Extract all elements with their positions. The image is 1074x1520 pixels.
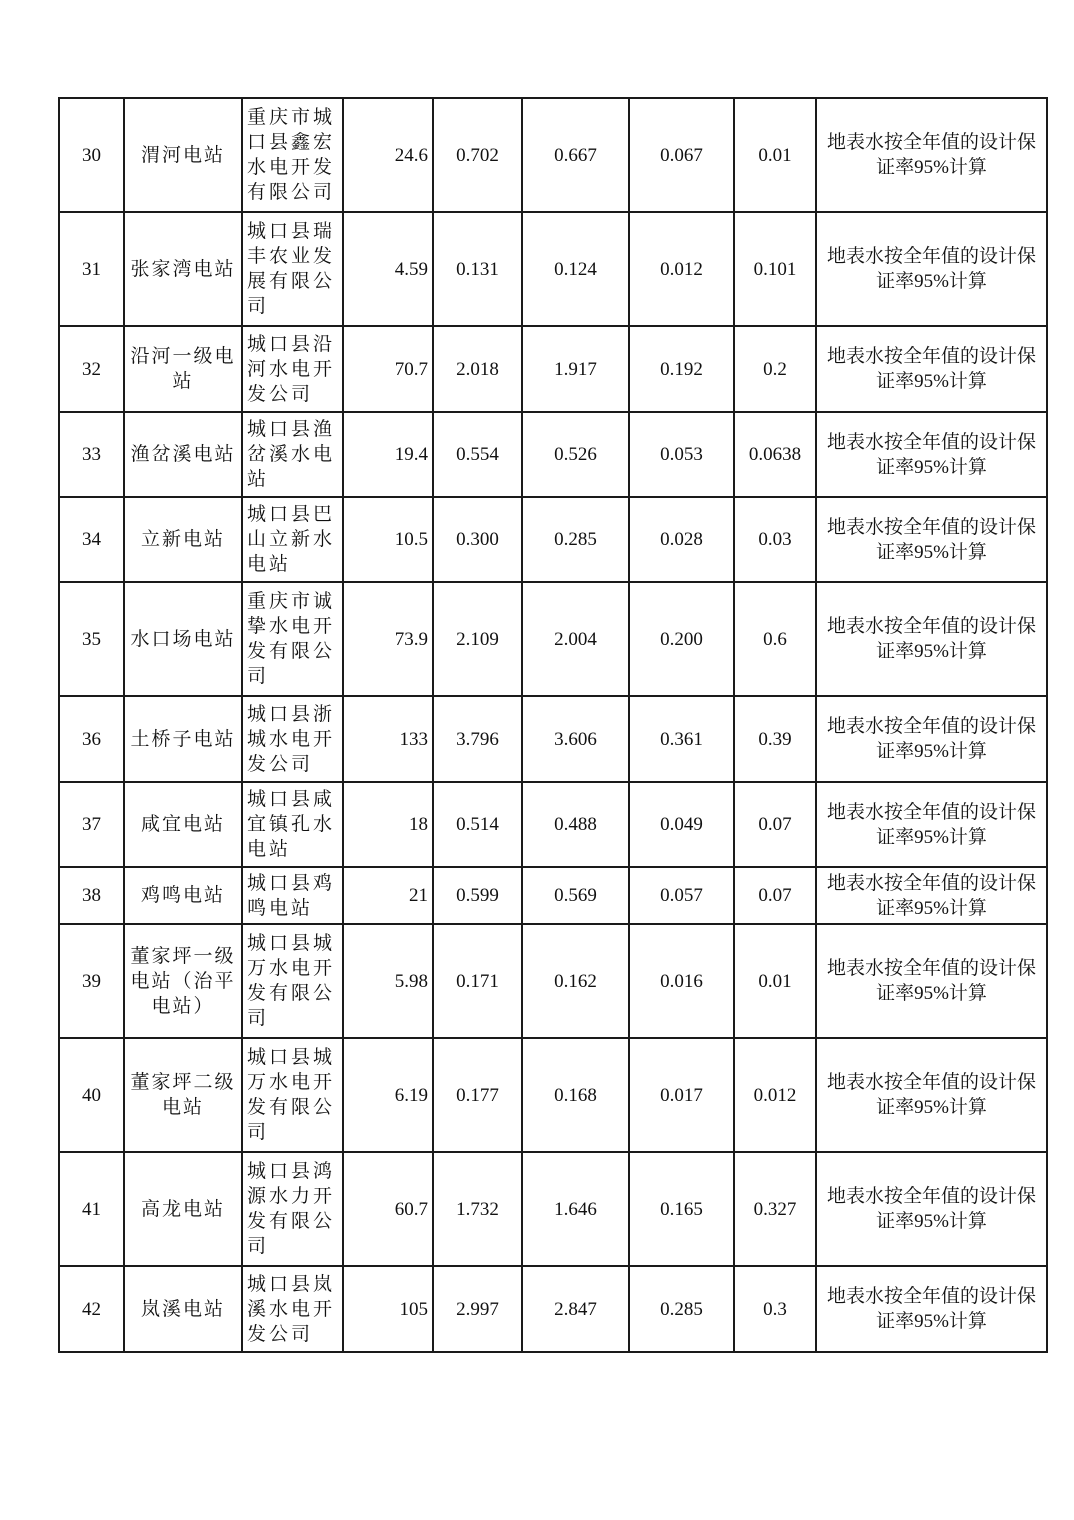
- row-number: 30: [59, 98, 124, 212]
- row-number: 36: [59, 696, 124, 782]
- table-body: [59, 98, 1047, 1352]
- remark: 地表水按全年值的设计保证率95%计算: [816, 98, 1047, 212]
- value-4: 0.012: [734, 1038, 816, 1152]
- value-4: 0.03: [734, 497, 816, 582]
- value-1: 0.514: [433, 782, 522, 867]
- value-2: 0.526: [522, 412, 629, 497]
- station-name: 立新电站: [124, 497, 242, 582]
- capacity-value: 70.7: [343, 326, 433, 412]
- capacity-value: 4.59: [343, 212, 433, 326]
- value-2: 1.646: [522, 1152, 629, 1266]
- value-3: 0.200: [629, 582, 734, 696]
- value-3: 0.067: [629, 98, 734, 212]
- value-1: 0.131: [433, 212, 522, 326]
- value-2: 0.285: [522, 497, 629, 582]
- station-name: 渭河电站: [124, 98, 242, 212]
- owner-company: 城口县沿河水电开发公司: [242, 326, 343, 412]
- table-row: [59, 867, 1047, 924]
- value-3: 0.053: [629, 412, 734, 497]
- capacity-value: 133: [343, 696, 433, 782]
- value-2: 2.004: [522, 582, 629, 696]
- value-2: 0.124: [522, 212, 629, 326]
- value-4: 0.07: [734, 782, 816, 867]
- owner-company: 城口县岚溪水电开发公司: [242, 1266, 343, 1352]
- remark: 地表水按全年值的设计保证率95%计算: [816, 696, 1047, 782]
- remark: 地表水按全年值的设计保证率95%计算: [816, 1038, 1047, 1152]
- row-number: 35: [59, 582, 124, 696]
- capacity-value: 60.7: [343, 1152, 433, 1266]
- value-3: 0.049: [629, 782, 734, 867]
- value-4: 0.327: [734, 1152, 816, 1266]
- value-4: 0.3: [734, 1266, 816, 1352]
- value-2: 0.569: [522, 867, 629, 924]
- owner-company: 城口县巴山立新水电站: [242, 497, 343, 582]
- table-row: [59, 582, 1047, 696]
- value-4: 0.0638: [734, 412, 816, 497]
- value-4: 0.101: [734, 212, 816, 326]
- value-2: 2.847: [522, 1266, 629, 1352]
- station-name: 张家湾电站: [124, 212, 242, 326]
- value-3: 0.165: [629, 1152, 734, 1266]
- row-number: 41: [59, 1152, 124, 1266]
- remark: 地表水按全年值的设计保证率95%计算: [816, 412, 1047, 497]
- owner-company: 城口县浙城水电开发公司: [242, 696, 343, 782]
- value-2: 1.917: [522, 326, 629, 412]
- value-2: 3.606: [522, 696, 629, 782]
- station-name: 渔岔溪电站: [124, 412, 242, 497]
- remark: 地表水按全年值的设计保证率95%计算: [816, 867, 1047, 924]
- row-number: 34: [59, 497, 124, 582]
- value-3: 0.192: [629, 326, 734, 412]
- table-row: [59, 497, 1047, 582]
- value-4: 0.2: [734, 326, 816, 412]
- owner-company: 城口县鸿源水力开发有限公司: [242, 1152, 343, 1266]
- row-number: 38: [59, 867, 124, 924]
- station-name: 沿河一级电站: [124, 326, 242, 412]
- value-3: 0.016: [629, 924, 734, 1038]
- value-3: 0.285: [629, 1266, 734, 1352]
- table-row: [59, 1266, 1047, 1352]
- table-row: [59, 98, 1047, 212]
- value-2: 0.488: [522, 782, 629, 867]
- value-3: 0.057: [629, 867, 734, 924]
- table-row: [59, 326, 1047, 412]
- row-number: 39: [59, 924, 124, 1038]
- station-name: 咸宜电站: [124, 782, 242, 867]
- value-4: 0.39: [734, 696, 816, 782]
- value-3: 0.361: [629, 696, 734, 782]
- table-row: [59, 696, 1047, 782]
- table-row: [59, 1038, 1047, 1152]
- remark: 地表水按全年值的设计保证率95%计算: [816, 924, 1047, 1038]
- row-number: 42: [59, 1266, 124, 1352]
- remark: 地表水按全年值的设计保证率95%计算: [816, 1266, 1047, 1352]
- owner-company: 城口县鸡鸣电站: [242, 867, 343, 924]
- remark: 地表水按全年值的设计保证率95%计算: [816, 497, 1047, 582]
- value-3: 0.028: [629, 497, 734, 582]
- row-number: 40: [59, 1038, 124, 1152]
- value-1: 2.997: [433, 1266, 522, 1352]
- value-1: 3.796: [433, 696, 522, 782]
- owner-company: 城口县城万水电开发有限公司: [242, 924, 343, 1038]
- value-2: 0.162: [522, 924, 629, 1038]
- owner-company: 城口县渔岔溪水电站: [242, 412, 343, 497]
- capacity-value: 73.9: [343, 582, 433, 696]
- owner-company: 城口县咸宜镇孔水电站: [242, 782, 343, 867]
- owner-company: 重庆市城口县鑫宏水电开发有限公司: [242, 98, 343, 212]
- capacity-value: 5.98: [343, 924, 433, 1038]
- remark: 地表水按全年值的设计保证率95%计算: [816, 582, 1047, 696]
- value-4: 0.01: [734, 924, 816, 1038]
- value-2: 0.168: [522, 1038, 629, 1152]
- station-name: 岚溪电站: [124, 1266, 242, 1352]
- value-3: 0.012: [629, 212, 734, 326]
- station-name: 鸡鸣电站: [124, 867, 242, 924]
- remark: 地表水按全年值的设计保证率95%计算: [816, 326, 1047, 412]
- owner-company: 重庆市诚挚水电开发有限公司: [242, 582, 343, 696]
- table-row: [59, 1152, 1047, 1266]
- value-1: 0.171: [433, 924, 522, 1038]
- remark: 地表水按全年值的设计保证率95%计算: [816, 1152, 1047, 1266]
- value-1: 0.599: [433, 867, 522, 924]
- table-row: [59, 924, 1047, 1038]
- station-name: 高龙电站: [124, 1152, 242, 1266]
- value-3: 0.017: [629, 1038, 734, 1152]
- remark: 地表水按全年值的设计保证率95%计算: [816, 782, 1047, 867]
- row-number: 37: [59, 782, 124, 867]
- row-number: 32: [59, 326, 124, 412]
- capacity-value: 19.4: [343, 412, 433, 497]
- value-1: 0.554: [433, 412, 522, 497]
- table-row: [59, 412, 1047, 497]
- capacity-value: 24.6: [343, 98, 433, 212]
- station-name: 土桥子电站: [124, 696, 242, 782]
- value-4: 0.6: [734, 582, 816, 696]
- station-name: 水口场电站: [124, 582, 242, 696]
- capacity-value: 18: [343, 782, 433, 867]
- value-1: 2.018: [433, 326, 522, 412]
- owner-company: 城口县瑞丰农业发展有限公司: [242, 212, 343, 326]
- value-1: 0.300: [433, 497, 522, 582]
- row-number: 31: [59, 212, 124, 326]
- station-name: 董家坪一级电站（治平电站）: [124, 924, 242, 1038]
- station-name: 董家坪二级电站: [124, 1038, 242, 1152]
- value-4: 0.01: [734, 98, 816, 212]
- capacity-value: 105: [343, 1266, 433, 1352]
- capacity-value: 10.5: [343, 497, 433, 582]
- value-2: 0.667: [522, 98, 629, 212]
- table-row: [59, 782, 1047, 867]
- owner-company: 城口县城万水电开发有限公司: [242, 1038, 343, 1152]
- row-number: 33: [59, 412, 124, 497]
- value-1: 2.109: [433, 582, 522, 696]
- remark: 地表水按全年值的设计保证率95%计算: [816, 212, 1047, 326]
- value-4: 0.07: [734, 867, 816, 924]
- capacity-value: 6.19: [343, 1038, 433, 1152]
- hydropower-station-table: [58, 97, 1048, 1353]
- value-1: 0.702: [433, 98, 522, 212]
- value-1: 0.177: [433, 1038, 522, 1152]
- table-row: [59, 212, 1047, 326]
- capacity-value: 21: [343, 867, 433, 924]
- value-1: 1.732: [433, 1152, 522, 1266]
